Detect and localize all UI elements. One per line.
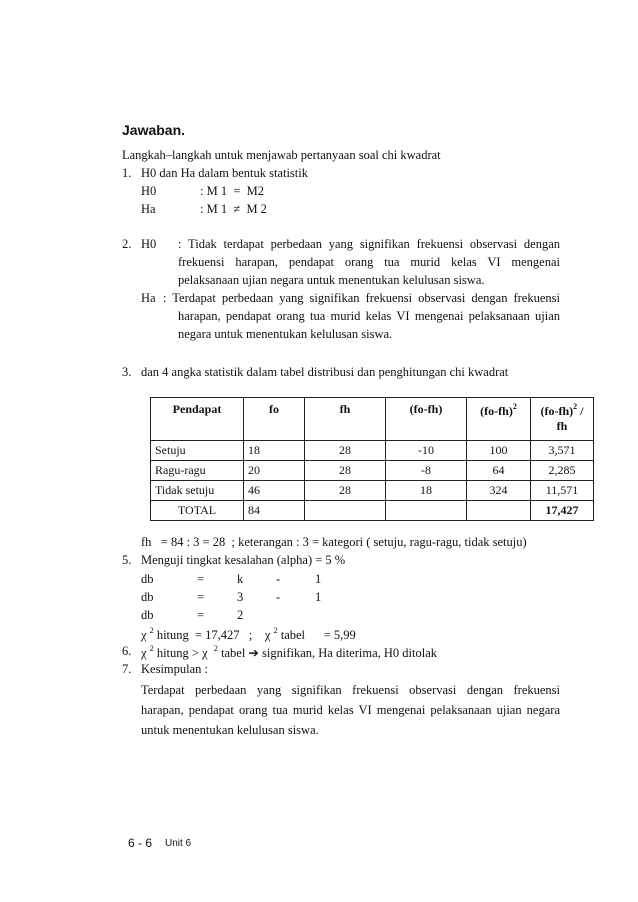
table-row: Setuju 18 28 -10 100 3,571: [151, 441, 594, 461]
step1-h0-formula: : M 1 = M2: [200, 184, 265, 198]
step7-title: Kesimpulan :: [141, 662, 209, 676]
table-row: Tidak setuju 46 28 18 324 11,571: [151, 481, 594, 501]
db-label: db: [141, 608, 154, 622]
header-fo-fh: (fo-fh): [386, 398, 467, 441]
db-one: 1: [315, 572, 322, 586]
step1-ha-formula: : M 1 ≠ M 2: [200, 202, 267, 216]
db-eq: =: [197, 608, 205, 622]
unit-label: Unit 6: [165, 838, 192, 849]
db-one: 1: [315, 590, 322, 604]
step2-ha-label: Ha: [141, 291, 156, 305]
step1-number: 1.: [122, 166, 132, 180]
step2-number: 2.: [122, 237, 132, 251]
step7-line2: harapan, pendapat orang tua murid kelas VI mengenai pelaksanaan ujian negara: [141, 703, 560, 717]
page-number: 6 - 6: [128, 836, 153, 850]
step5-number: 5.: [122, 553, 132, 567]
step2-ha-line1: : Terdapat perbedaan yang signifikan frekuensi observasi dengan frekuensi: [163, 291, 560, 305]
step5-text: Menguji tingkat kesalahan (alpha) = 5 %: [141, 553, 346, 567]
arrow-right-icon: ➔: [248, 646, 259, 660]
step2-ha-line2: harapan, pendapat orang tua murid kelas VI mengenai pelaksanaan ujian: [178, 309, 560, 323]
fh-note: fh = 84 : 3 = 28 ; keterangan : 3 = kategori ( setuju, ragu-ragu, tidak setuju): [141, 535, 527, 549]
chi-hitung-line: χ $^2$ hitung = 17,427 ; χ $^2$ tabel = 5,99: [141, 626, 356, 642]
step3-number: 3.: [122, 365, 132, 379]
step1-text: H0 dan Ha dalam bentuk statistik: [141, 166, 308, 180]
step7-number: 7.: [122, 662, 132, 676]
step6-number: 6.: [122, 644, 132, 658]
header-fh: fh: [305, 398, 386, 441]
db-eq: =: [197, 590, 205, 604]
header-ratio: $(fo-fh)^2$ / fh: [531, 398, 594, 441]
table-row: Ragu-ragu 20 28 -8 64 2,285: [151, 461, 594, 481]
step2-h0-line1: : Tidak terdapat perbedaan yang signifikan frekuensi observasi dengan: [178, 237, 560, 251]
answer-heading: Jawaban.: [122, 122, 186, 138]
step1-h0-label: H0: [141, 184, 157, 198]
step2-h0-line2: frekuensi harapan, pendapat orang tua murid kelas VI mengenai: [178, 255, 560, 269]
step7-line3: untuk menentukan kelulusan siswa.: [141, 723, 319, 737]
db-label: db: [141, 572, 154, 586]
db-three: 3: [237, 590, 244, 604]
db-minus: -: [276, 572, 281, 586]
db-k: k: [237, 572, 244, 586]
step2-ha-line3: negara untuk menentukan kelulusan siswa.: [178, 327, 393, 341]
db-two: 2: [237, 608, 244, 622]
step2-h0-label: H0: [141, 237, 157, 251]
step6-conclusion: χ $^2$ hitung > χ $^2$ tabel ➔ signifikan, Ha diterima, H0 ditolak: [141, 644, 437, 660]
intro-text: Langkah–langkah untuk menjawab pertanyaan soal chi kwadrat: [122, 148, 441, 162]
step7-line1: Terdapat perbedaan yang signifikan frekuensi observasi dengan frekuensi: [141, 683, 560, 697]
header-fo-fh-squared: $(fo-fh)^2$: [467, 398, 531, 441]
header-pendapat: Pendapat: [151, 398, 244, 441]
db-eq: =: [197, 572, 205, 586]
step3-text: dan 4 angka statistik dalam tabel distribusi dan penghitungan chi kwadrat: [141, 365, 509, 379]
table-header-row: [151, 398, 594, 441]
chi-square-table: [150, 397, 594, 521]
step2-h0-line3: pelaksanaan ujian negara untuk menentukan kelulusan siswa.: [178, 273, 485, 287]
db-minus: -: [276, 590, 281, 604]
db-label: db: [141, 590, 154, 604]
header-fo: fo: [244, 398, 305, 441]
table-total-row: TOTAL 84 17,427: [151, 501, 594, 521]
step1-ha-label: Ha: [141, 202, 156, 216]
